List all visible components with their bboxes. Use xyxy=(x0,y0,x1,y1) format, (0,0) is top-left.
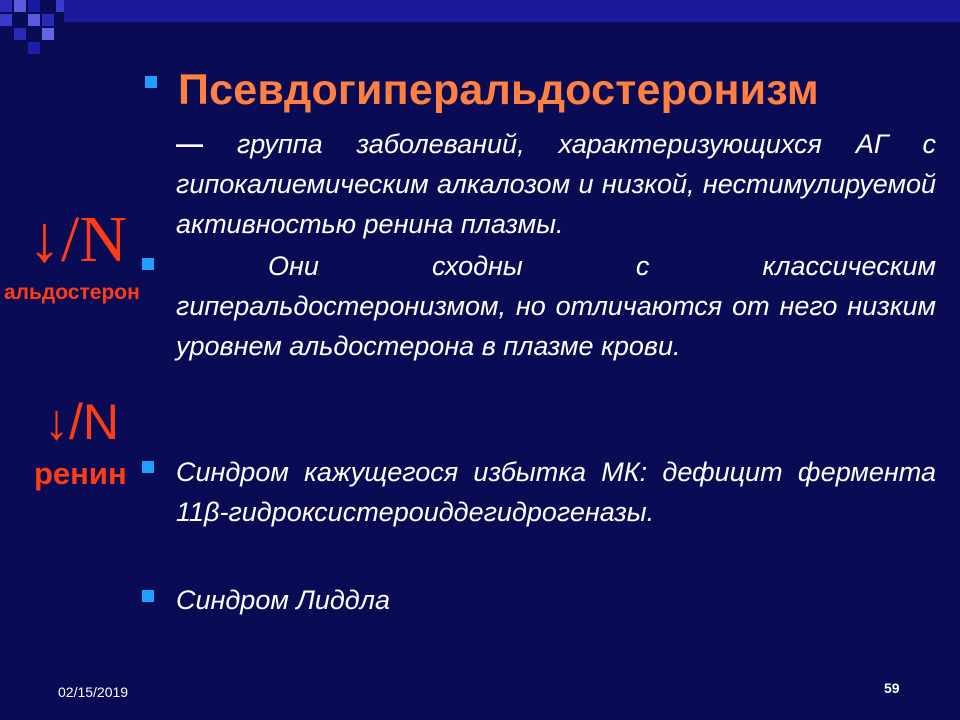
point-1-bullet-icon xyxy=(142,258,154,270)
title-bullet-icon xyxy=(145,76,157,88)
aldosterone-label: альдостерон xyxy=(4,281,140,304)
decor-square xyxy=(0,0,12,12)
point-3-bullet-icon xyxy=(142,590,154,602)
decor-square xyxy=(42,28,54,40)
point-2-text: Синдром кажущегося избытка МК: дефицит фермента 11β-гидроксистероиддегидрогеназы. xyxy=(176,457,936,527)
renin-level-symbol: ↓/N xyxy=(44,394,119,450)
definition-paragraph xyxy=(176,124,936,244)
em-dash: — xyxy=(176,129,203,159)
decor-square xyxy=(28,14,40,26)
footer-date: 02/15/2019 xyxy=(58,684,129,700)
decor-square xyxy=(28,0,40,12)
decor-square xyxy=(14,0,26,12)
point-3-text: Синдром Лиддла xyxy=(176,585,390,615)
decor-square xyxy=(14,28,26,40)
point-2-bullet-icon xyxy=(142,461,154,473)
decor-square xyxy=(28,42,40,54)
renin-label: ренин xyxy=(34,456,127,491)
decor-square xyxy=(42,14,54,26)
page-number: 59 xyxy=(884,680,900,696)
aldosterone-level-symbol: ↓/N xyxy=(28,203,127,276)
top-bar xyxy=(64,0,960,22)
definition-text: группа заболеваний, характеризующихся АГ с гипокалиемическим алкалозом и низкой, нестимулируемой активностью ренина плазмы. xyxy=(176,129,936,239)
point-1-text: Они сходны с классическим гиперальдостеронизмом, но отличаются от него низким уровнем альдостерона в плазме крови. xyxy=(176,251,936,361)
slide-title: Псевдогиперальдостеронизм xyxy=(178,66,819,114)
decor-square xyxy=(0,14,12,26)
